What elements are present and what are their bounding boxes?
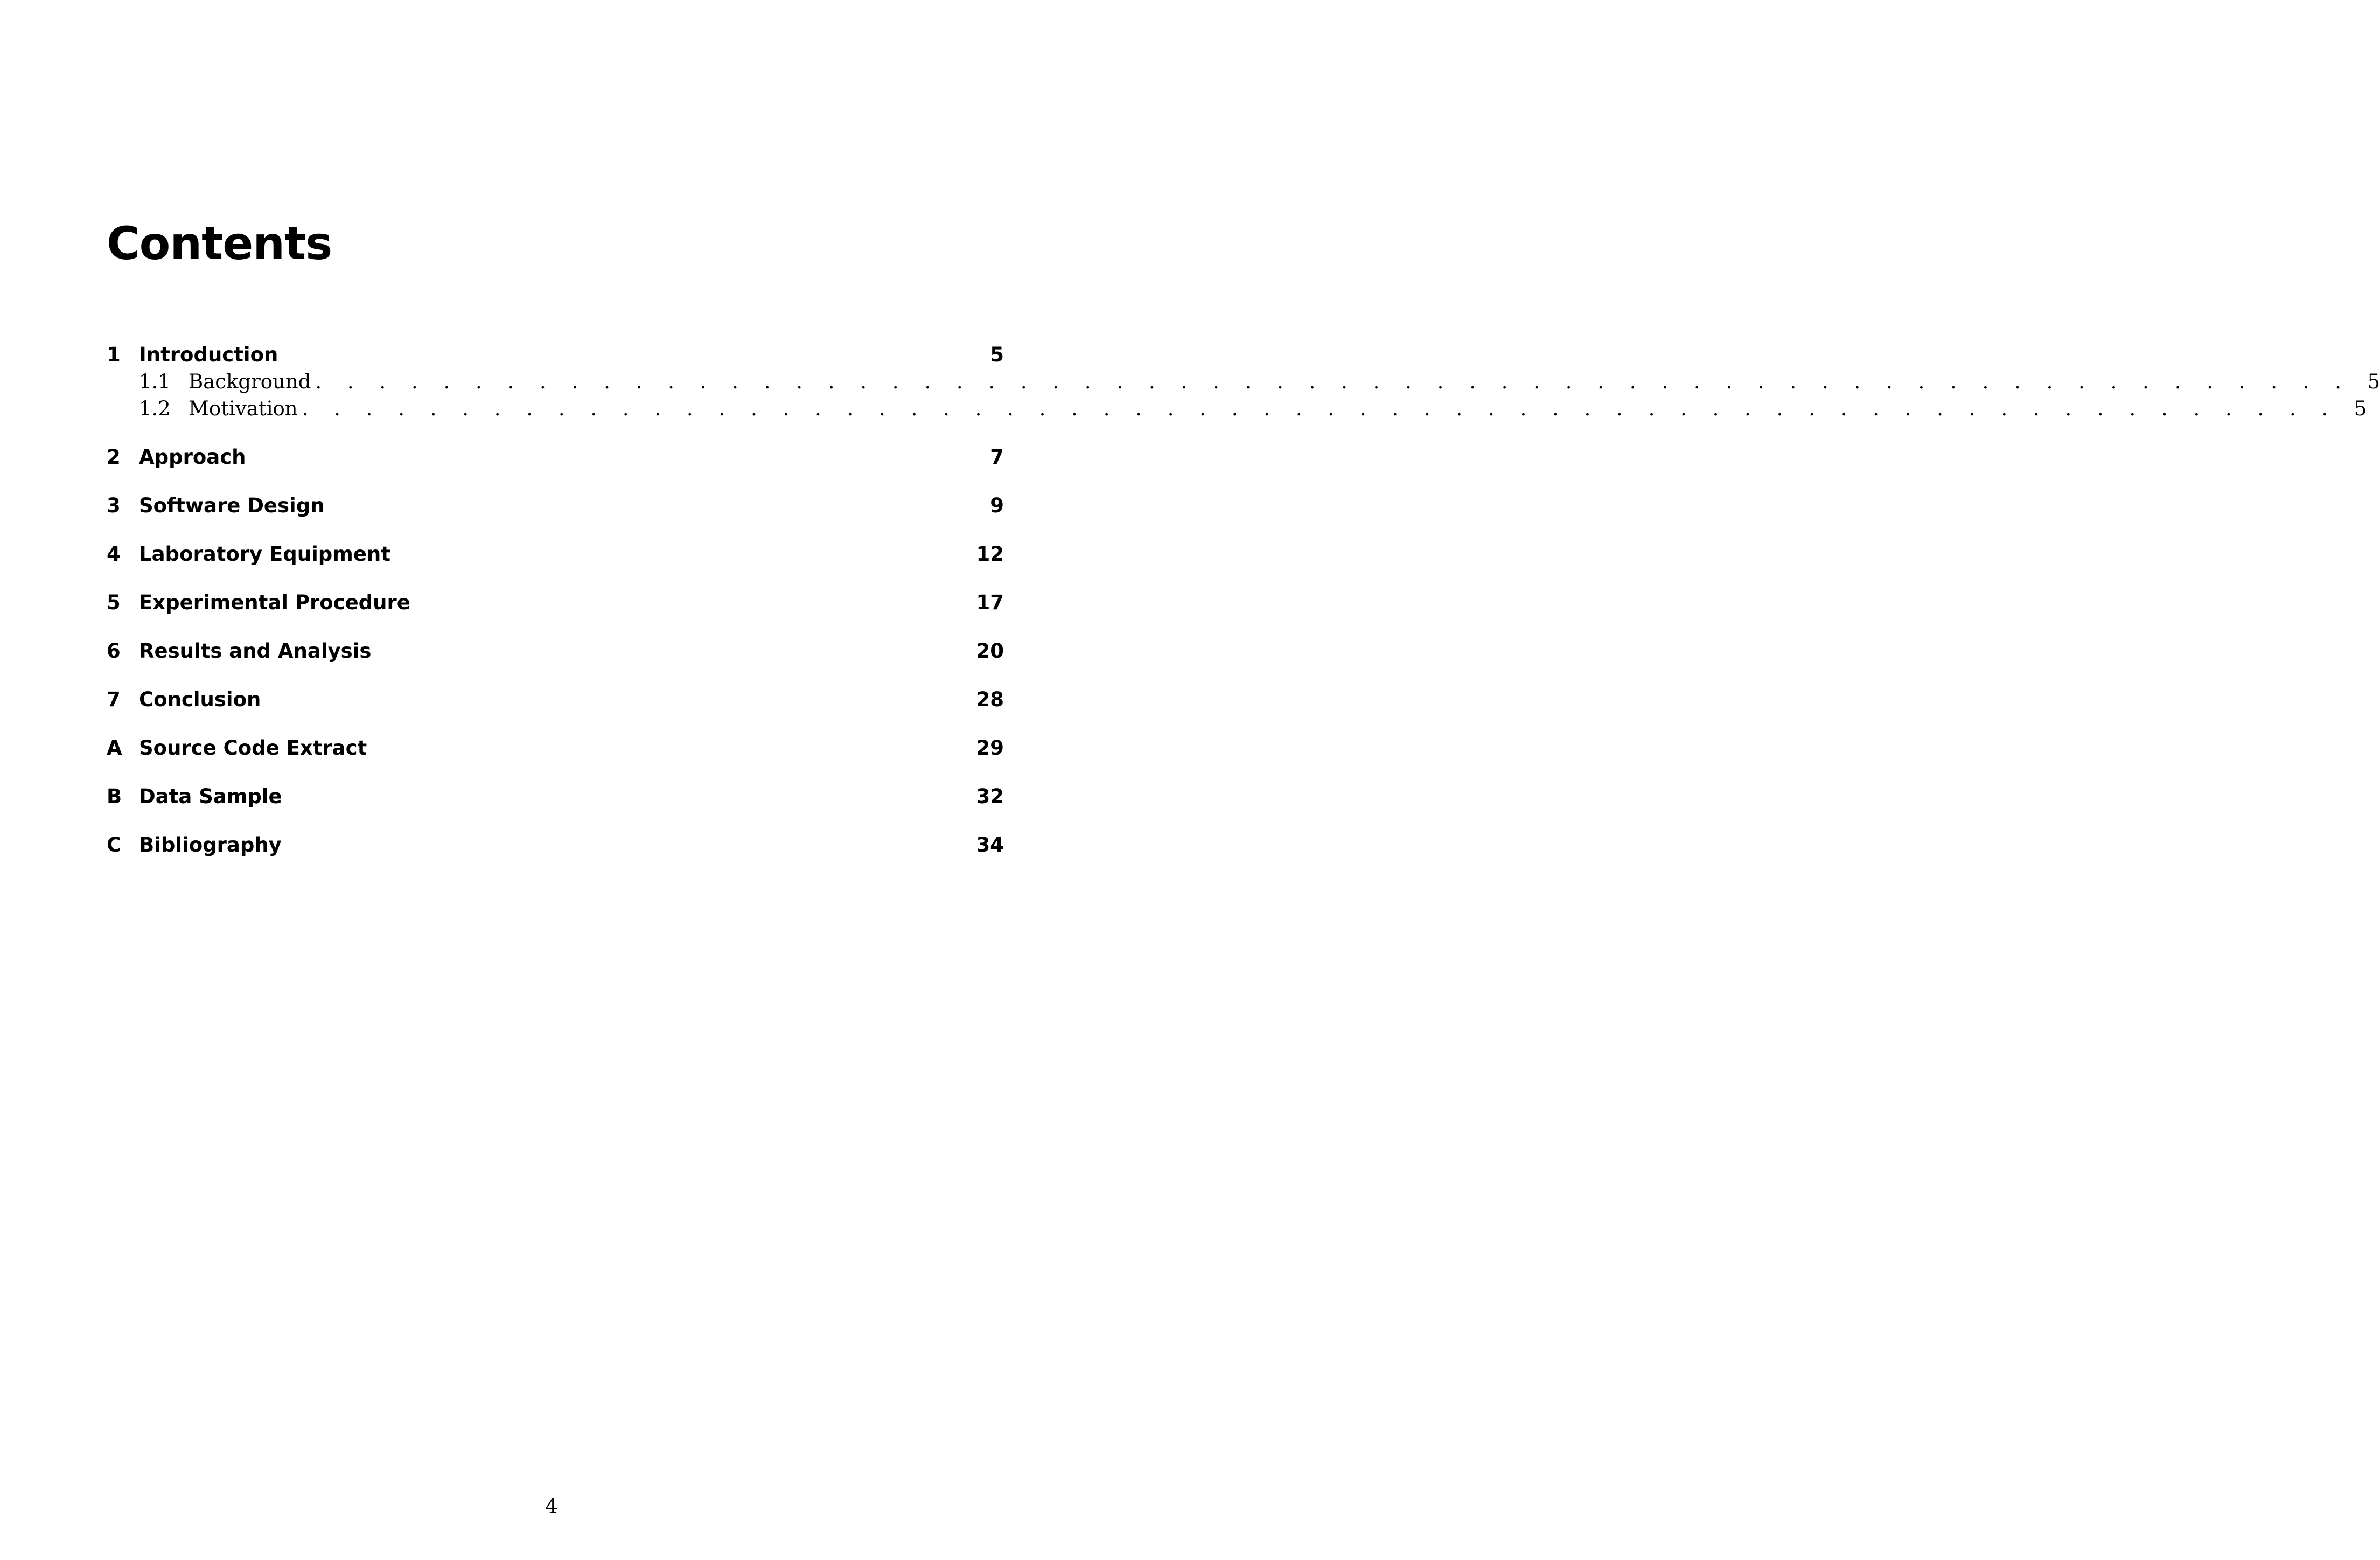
toc-entry-laboratory-equipment[interactable] [107,544,1004,564]
toc-entry-number: 7 [107,688,121,711]
toc-entry-page: 5 [2367,370,2380,393]
toc-entry-source-code-extract[interactable] [107,738,1004,758]
toc-entry-motivation[interactable] [107,397,2367,420]
toc-entry-software-design[interactable] [107,496,1004,516]
toc-entry-number: 6 [107,639,121,663]
toc-entry-page: 29 [976,736,1004,760]
toc-entry-approach[interactable] [107,447,1004,467]
toc-entry-page: 20 [976,639,1004,663]
toc-entry-number: 1.2 [139,397,171,420]
toc-entry-bibliography[interactable] [107,835,1004,855]
contents-heading: Contents [107,217,332,270]
toc-entry-page: 5 [990,343,1004,366]
toc-entry-page: 34 [976,833,1004,856]
toc-entry-number: 4 [107,542,121,566]
toc-entry-results-and-analysis[interactable] [107,641,1004,661]
toc-entry-number: 5 [107,591,121,614]
toc-entry-number: 1.1 [139,370,171,393]
toc-entry-title: Experimental Procedure [139,591,410,614]
toc-entry-title: Conclusion [139,688,261,711]
toc-entry-title: Laboratory Equipment [139,542,390,566]
toc-entry-title: Approach [139,445,246,469]
toc-entry-title: Introduction [139,343,278,366]
toc-entry-introduction[interactable] [107,345,1004,365]
page-number: 4 [545,1495,558,1518]
toc-entry-number: 2 [107,445,121,469]
toc-entry-number: B [107,785,122,808]
table-of-contents [107,0,2380,916]
toc-entry-background[interactable] [107,370,2380,393]
toc-entry-page: 7 [990,445,1004,469]
toc-entry-title: Background [189,370,311,393]
toc-entry-title: Software Design [139,494,325,517]
toc-entry-page: 17 [976,591,1004,614]
toc-dot-leader: . . . . . . . . . . . . . . . . . . . . . . . . . . . . . . . . . . . . . . . . . . . . . . . . . . . . . . . . . . . . . . . . [302,397,2338,420]
toc-entry-page: 9 [990,494,1004,517]
toc-entry-page: 28 [976,688,1004,711]
toc-entry-experimental-procedure[interactable] [107,593,1004,612]
toc-entry-data-sample[interactable] [107,786,1004,806]
toc-entry-page: 5 [2354,397,2367,420]
toc-dot-leader: . . . . . . . . . . . . . . . . . . . . . . . . . . . . . . . . . . . . . . . . . . . . . . . . . . . . . . . . . . . . . . . . [315,370,2351,393]
toc-entry-page: 32 [976,785,1004,808]
toc-entry-number: 1 [107,343,121,366]
toc-entry-title: Data Sample [139,785,282,808]
toc-entry-title: Source Code Extract [139,736,367,760]
toc-entry-conclusion[interactable] [107,690,1004,709]
toc-entry-title: Bibliography [139,833,282,856]
toc-entry-title: Results and Analysis [139,639,372,663]
toc-entry-page: 12 [976,542,1004,566]
toc-entry-number: A [107,736,122,760]
toc-entry-number: 3 [107,494,121,517]
toc-entry-number: C [107,833,122,856]
toc-entry-title: Motivation [189,397,298,420]
